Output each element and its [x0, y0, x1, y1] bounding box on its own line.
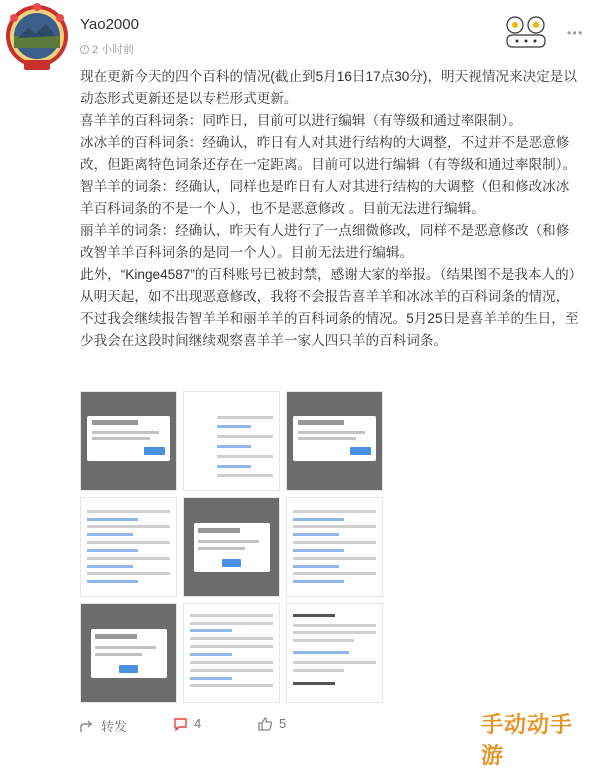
- post-image-2[interactable]: [183, 391, 280, 491]
- post-paragraph: 从明天起，如不出现恶意修改，我将不会报告喜羊羊和冰冰羊的百科词条的情况，不过我会继续报告智羊羊和丽羊羊的百科词条的情况。5月25日是喜羊羊的生日，至少我会在这段时间继续观察喜羊羊一家人四只羊的百科词条。: [80, 289, 579, 348]
- more-options-icon[interactable]: • • •: [567, 26, 582, 40]
- post-image-4[interactable]: [80, 497, 177, 597]
- username[interactable]: Yao2000: [80, 16, 139, 33]
- share-button[interactable]: [80, 716, 127, 735]
- post-time: [80, 41, 134, 57]
- post-paragraph: 丽羊羊的词条：经确认，昨天有人进行了一点细微修改，同样不是恶意修改（和修改智羊羊百科词条的是同一个人）。目前无法进行编辑。: [80, 223, 570, 260]
- site-watermark: 手动动手游: [481, 713, 574, 769]
- clock-icon: [80, 45, 89, 54]
- comment-count: 4: [194, 716, 202, 731]
- post-header: [0, 0, 594, 64]
- like-button[interactable]: [258, 716, 286, 731]
- dialog-thumbnail: [91, 629, 167, 678]
- image-grid: [80, 391, 380, 703]
- post-image-5[interactable]: [183, 497, 280, 597]
- share-label: 转发: [101, 719, 128, 734]
- share-icon: [80, 719, 95, 733]
- post-image-1[interactable]: [80, 391, 177, 491]
- post-image-6[interactable]: [286, 497, 383, 597]
- thumbs-up-icon: [258, 717, 273, 731]
- user-avatar[interactable]: [4, 2, 70, 74]
- post-paragraph: 喜羊羊的百科词条：同昨日，目前可以进行编辑（有等级和通过率限制）。: [80, 113, 522, 128]
- dialog-thumbnail: [194, 523, 270, 572]
- post-image-7[interactable]: [80, 603, 177, 703]
- post-image-3[interactable]: [286, 391, 383, 491]
- post-paragraph: 现在更新今天的四个百科的情况(截止到5月16日17点30分)，明天视情况来决定是以动态形式更新还是以专栏形式更新。: [80, 69, 577, 106]
- comment-icon: [173, 717, 188, 731]
- post-image-9[interactable]: [286, 603, 383, 703]
- post-time-text: 2 小时前: [92, 44, 135, 56]
- decoration-badge-icon[interactable]: [503, 13, 549, 49]
- comment-button[interactable]: [173, 716, 201, 731]
- post-paragraph: 冰冰羊的百科词条：经确认，昨日有人对其进行结构的大调整，不过并不是恶意修改，但距离特色词条还存在一定距离。目前可以进行编辑（有等级和通过率限制）。: [80, 135, 577, 172]
- dialog-thumbnail: [293, 416, 377, 461]
- post-paragraph: 此外，“Kinge4587”的百科账号已被封禁，感谢大家的举报。（结果图不是我本人的）: [80, 267, 583, 282]
- post-paragraph: 智羊羊的词条：经确认，同样也是昨日有人对其进行结构的大调整（但和修改冰冰羊百科词条的不是一个人），也不是恶意修改 。目前无法进行编辑。: [80, 179, 570, 216]
- dialog-thumbnail: [87, 416, 171, 461]
- like-count: 5: [279, 716, 287, 731]
- post-content: [80, 66, 582, 352]
- post-image-8[interactable]: [183, 603, 280, 703]
